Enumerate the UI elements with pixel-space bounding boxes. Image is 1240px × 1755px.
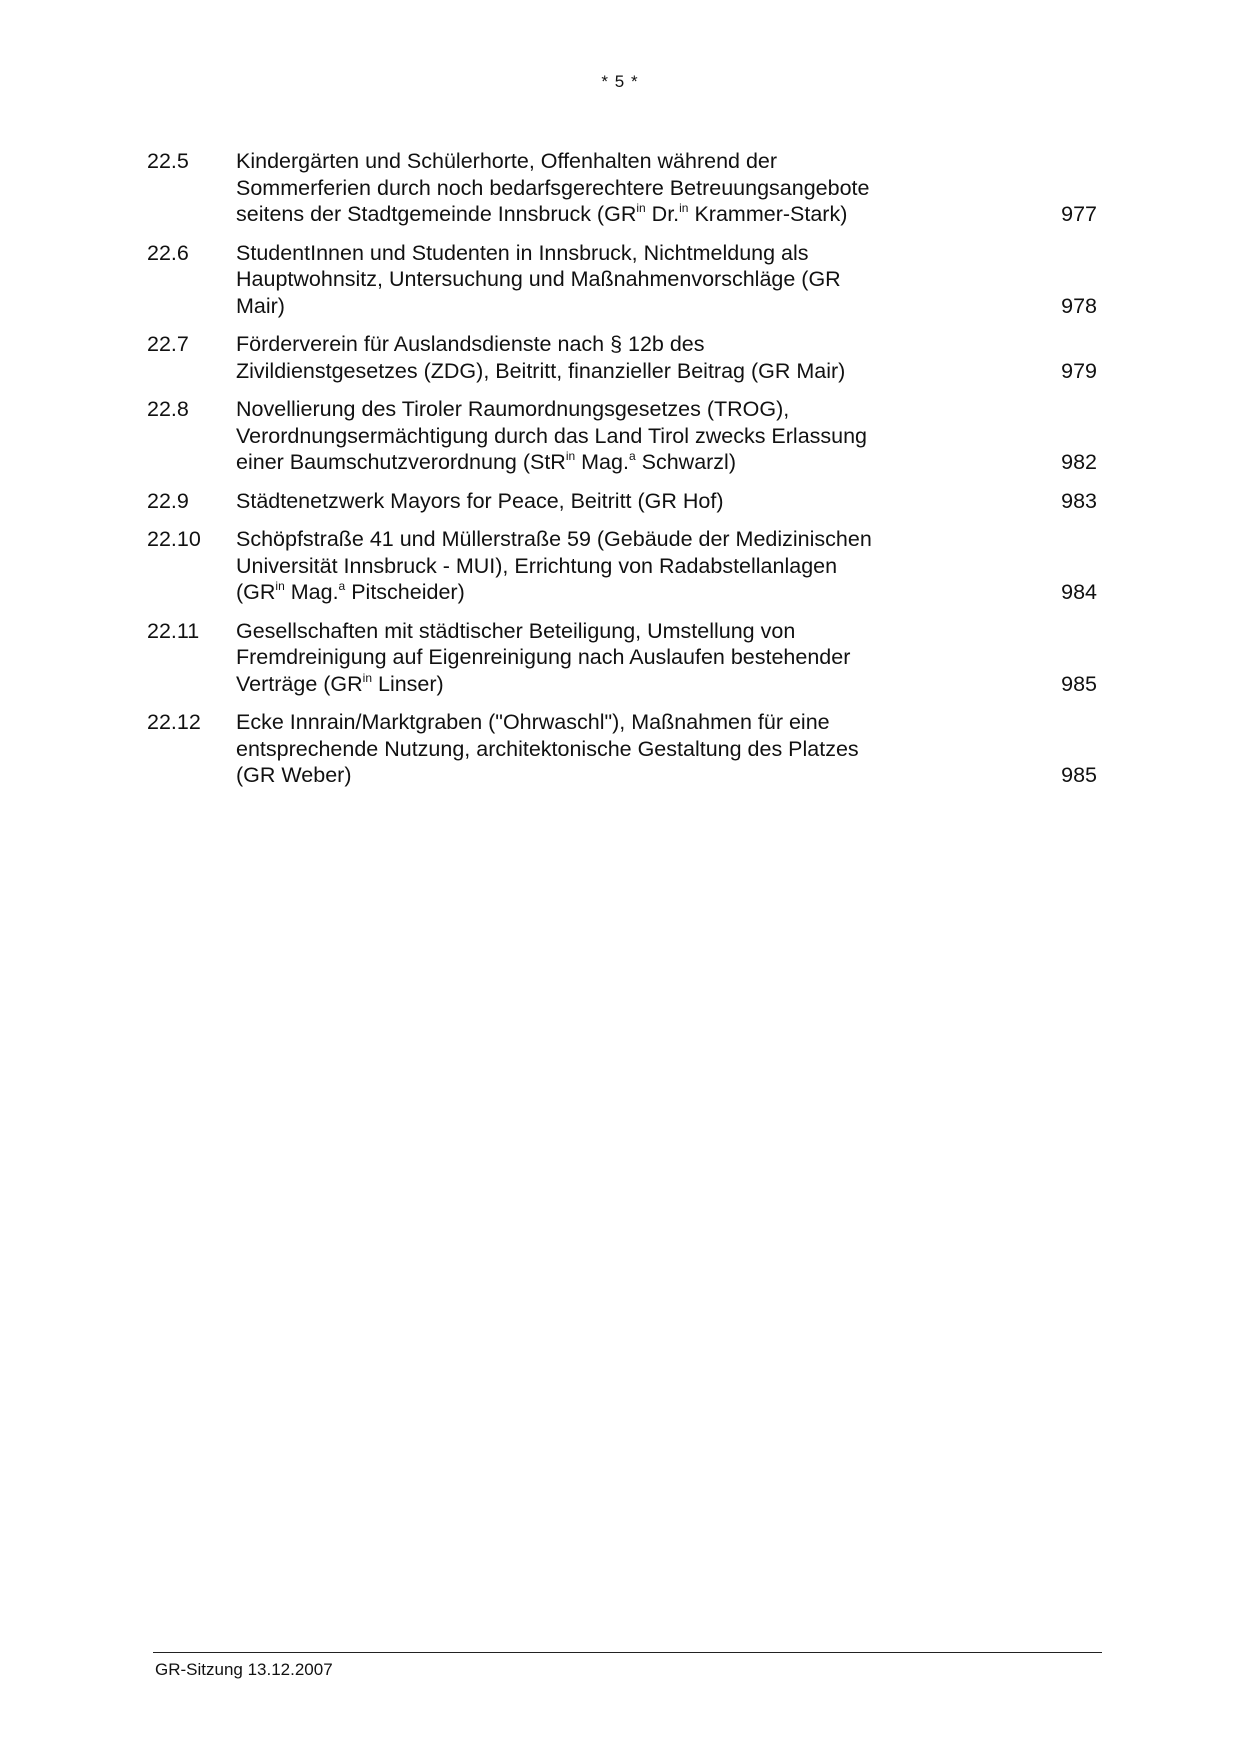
- toc-entry-number: 22.5: [147, 149, 189, 173]
- toc-entry-number: 22.12: [147, 710, 201, 734]
- toc-entry: [147, 488, 1097, 515]
- title-text-segment: (GR: [236, 580, 276, 604]
- title-text-segment: Mag.: [284, 580, 339, 604]
- title-text-segment: Zivildienstgesetzes (ZDG), Beitritt, finanzieller Beitrag (GR Mair): [236, 358, 846, 383]
- toc-entry-title-line: [236, 201, 951, 228]
- title-text-segment: Ecke Innrain/Marktgraben ("Ohrwaschl"), Maßnahmen für eine: [236, 710, 830, 734]
- title-text-segment: Hauptwohnsitz, Untersuchung und Maßnahmenvorschläge (GR: [236, 267, 841, 291]
- toc-entry-title-line: [236, 671, 951, 698]
- title-text-segment: Mag.: [575, 450, 629, 474]
- toc-entry-title: [236, 526, 1031, 606]
- toc-entry-page-number: 985: [1061, 763, 1097, 787]
- superscript-text: a: [628, 449, 636, 463]
- footer-text: GR-Sitzung 13.12.2007: [155, 1660, 333, 1679]
- toc-entry-title-line: [236, 240, 951, 267]
- toc-entry-number: 22.10: [147, 527, 201, 551]
- title-text-segment: Krammer-Stark): [688, 202, 848, 226]
- toc-entry-title: [236, 396, 1031, 476]
- title-text-segment: Pitscheider): [345, 580, 465, 604]
- toc-entry: [147, 240, 1097, 320]
- title-text-segment: Novellierung des Tiroler Raumordnungsgesetzes (TROG),: [236, 397, 790, 421]
- title-text-segment: StudentInnen und Studenten in Innsbruck, Nichtmeldung als: [236, 240, 809, 265]
- toc-entry-title-line: [236, 449, 951, 476]
- title-text-segment: einer Baumschutzverordnung (StR: [236, 450, 566, 474]
- toc-entry-page-number: 982: [1061, 450, 1097, 474]
- toc-entry-number: 22.6: [147, 240, 189, 265]
- title-text-segment: Kindergärten und Schülerhorte, Offenhalten während der: [236, 149, 778, 173]
- toc-entry-title: [236, 148, 1031, 228]
- toc-entry-number: 22.8: [147, 397, 189, 421]
- toc-entry-title-line: [236, 266, 951, 293]
- toc-entry-number: 22.7: [147, 332, 189, 356]
- superscript-text: a: [338, 579, 346, 593]
- title-text-segment: Sommerferien durch noch bedarfsgerechtere Betreuungsangebote: [236, 175, 870, 200]
- title-text-segment: Schwarzl): [635, 450, 736, 474]
- title-text-segment: Verordnungsermächtigung durch das Land Tirol zwecks Erlassung: [236, 423, 868, 448]
- title-text-segment: Verträge (GR: [236, 671, 363, 696]
- title-text-segment: Linser): [372, 671, 444, 696]
- toc-entry-title: [236, 331, 1031, 384]
- toc-entry-title-line: [236, 736, 951, 763]
- superscript-text: in: [362, 670, 373, 685]
- page-number: * 5 *: [601, 72, 639, 91]
- title-text-segment: Gesellschaften mit städtischer Beteiligung, Umstellung von: [236, 618, 796, 643]
- title-text-segment: Universität Innsbruck - MUI), Errichtung von Radabstellanlagen: [236, 553, 838, 578]
- toc-entry: [147, 331, 1097, 384]
- toc-entry: [147, 618, 1097, 698]
- toc-entry-title-line: [236, 579, 951, 606]
- table-of-contents: [147, 148, 1097, 801]
- superscript-text: in: [275, 579, 285, 593]
- title-text-segment: (GR Weber): [236, 763, 352, 787]
- toc-entry-title-line: [236, 709, 951, 736]
- toc-entry: [147, 148, 1097, 228]
- toc-entry-number: 22.11: [147, 618, 200, 643]
- toc-entry-page-number: 984: [1061, 580, 1097, 604]
- toc-entry-title-line: [236, 423, 951, 450]
- toc-entry-title-line: [236, 396, 951, 423]
- toc-entry-title-line: [236, 488, 951, 515]
- toc-entry-title-line: [236, 331, 951, 358]
- toc-entry-number: 22.9: [147, 488, 189, 513]
- title-text-segment: Förderverein für Auslandsdienste nach § 12b des: [236, 332, 705, 356]
- toc-entry-title-line: [236, 526, 951, 553]
- title-text-segment: Städtenetzwerk Mayors for Peace, Beitritt (GR Hof): [236, 488, 724, 513]
- toc-entry-page-number: 985: [1061, 671, 1097, 696]
- title-text-segment: Schöpfstraße 41 und Müllerstraße 59 (Gebäude der Medizinischen: [236, 527, 872, 551]
- toc-entry: [147, 396, 1097, 476]
- toc-entry-title-line: [236, 618, 951, 645]
- toc-entry-title: [236, 488, 1031, 515]
- title-text-segment: Mair): [236, 293, 285, 318]
- toc-entry-title-line: [236, 553, 951, 580]
- toc-entry: [147, 709, 1097, 789]
- title-text-segment: entsprechende Nutzung, architektonische Gestaltung des Platzes: [236, 736, 859, 761]
- title-text-segment: Dr.: [645, 202, 680, 226]
- toc-entry-page-number: 978: [1061, 293, 1097, 318]
- superscript-text: in: [679, 201, 689, 215]
- toc-entry-title-line: [236, 644, 951, 671]
- toc-entry-title: [236, 709, 1031, 789]
- toc-entry-page-number: 979: [1061, 358, 1097, 383]
- superscript-text: in: [636, 201, 646, 215]
- toc-entry-title: [236, 618, 1031, 698]
- title-text-segment: seitens der Stadtgemeinde Innsbruck (GR: [236, 202, 637, 226]
- toc-entry-page-number: 977: [1061, 202, 1097, 226]
- title-text-segment: Fremdreinigung auf Eigenreinigung nach Auslaufen bestehender: [236, 645, 851, 669]
- toc-entry-title-line: [236, 148, 951, 175]
- toc-entry: [147, 526, 1097, 606]
- toc-entry-title-line: [236, 358, 951, 385]
- toc-entry-title-line: [236, 762, 951, 789]
- toc-entry-page-number: 983: [1061, 488, 1097, 513]
- toc-entry-title: [236, 240, 1031, 320]
- toc-entry-title-line: [236, 293, 951, 320]
- toc-entry-title-line: [236, 175, 951, 202]
- footer-divider: [153, 1652, 1102, 1653]
- superscript-text: in: [565, 449, 576, 463]
